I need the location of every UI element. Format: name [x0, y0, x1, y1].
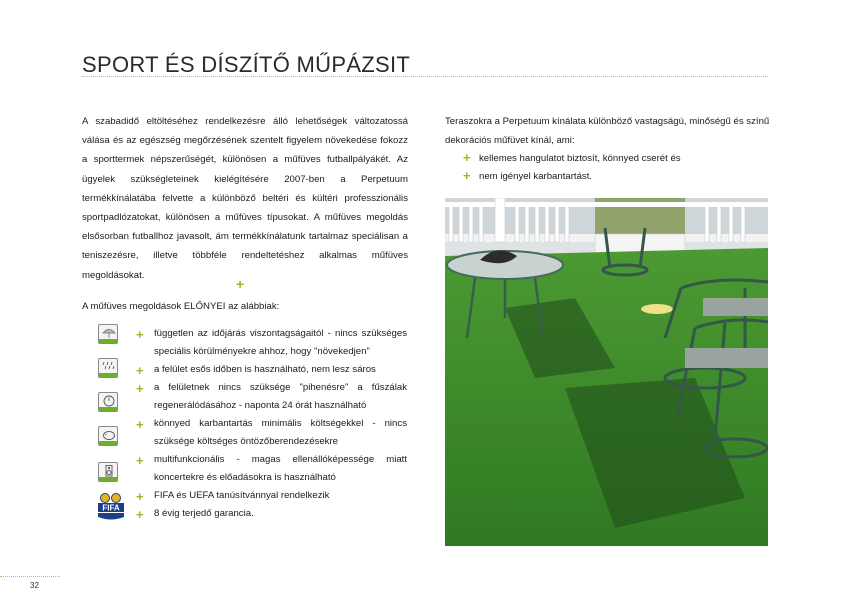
page-title: SPORT ÉS DÍSZÍTŐ MŰPÁZSIT — [82, 52, 411, 77]
terrace-photo — [445, 198, 768, 546]
advantage-text: multifunkcionális - magas ellenállóképessége miatt koncertekre és előadásokra is használható — [154, 454, 407, 483]
terrace-item-text: kellemes hangulatot biztosít, könnyed cserét és — [479, 153, 681, 164]
bullet-plus: + — [136, 363, 144, 378]
footer-divider — [0, 576, 60, 577]
terrace-paragraph: Teraszokra a Perpetuum kínálata különböző vastagságú, minőségű és színű dekorációs műfüvet kínál, ami: — [445, 116, 770, 146]
bullet-plus: + — [463, 150, 471, 165]
plus-separator: + — [236, 276, 245, 292]
bullet-plus: + — [136, 489, 144, 504]
left-column — [82, 112, 408, 285]
terrace-list — [445, 150, 770, 186]
list-item — [445, 168, 770, 186]
bullet-plus: + — [136, 453, 144, 468]
clock-icon — [98, 392, 118, 412]
rain-icon — [98, 358, 118, 378]
advantages-heading: A műfüves megoldások ELŐNYEI az alábbiak: — [82, 301, 280, 312]
advantage-text: könnyed karbantartás minimális költségekkel - nincs szüksége költséges öntözőberendezésekre — [154, 418, 407, 447]
advantage-text: FIFA és UEFA tanúsítvánnyal rendelkezik — [154, 490, 330, 501]
terrace-item-text: nem igényel karbantartást. — [479, 171, 593, 182]
right-column — [445, 112, 770, 186]
bullet-plus: + — [136, 327, 144, 342]
intro-paragraph: A szabadidő eltöltéséhez rendelkezésre álló lehetőségek változatossá válása és az egészség megőrzésének szentelt figyelem növekedése fokozz a sporttermek népszerűségét, különösen a műfüves futballpályákét. Az ügyelek szükségleteinek kielégítésére 2007-ben a Perpetuum termékkínálatába felvette a különböző beltéri és kültéri professzionális sportpadlózatokat, különösen a műfüves típusokat. A műfüves megoldás elsősorban futballhoz javasolt, ám termékkínálatunk tartalmaz speciálisan a teniszezésre, illetve többféle rendeltetéshez alkalmas műfüves megoldásokat. — [82, 116, 408, 281]
bullet-plus: + — [136, 507, 144, 522]
speaker-icon — [98, 462, 118, 482]
bullet-plus: + — [463, 168, 471, 183]
advantage-text: a felület esős időben is használható, nem lesz sáros — [154, 364, 376, 375]
fifa-logo-text: FIFA — [102, 503, 120, 513]
advantage-text: a felületnek nincs szüksége "pihenésre" a fűszálak regenerálódásához - naponta 24 órát használható — [154, 382, 407, 411]
bullet-plus: + — [136, 381, 144, 396]
list-item — [445, 150, 770, 168]
title-divider — [82, 76, 768, 77]
page-number: 32 — [30, 581, 39, 590]
fifa-logo-icon — [98, 492, 124, 522]
advantage-text: független az időjárás viszontagságaitól - nincs szükséges speciális körülményekre ahhoz, hogy "növekedjen" — [154, 328, 407, 357]
umbrella-sun-icon — [98, 324, 118, 344]
bullet-plus: + — [136, 417, 144, 432]
piggy-bank-icon — [98, 426, 118, 446]
advantage-text: 8 évig terjedő garancia. — [154, 508, 254, 519]
